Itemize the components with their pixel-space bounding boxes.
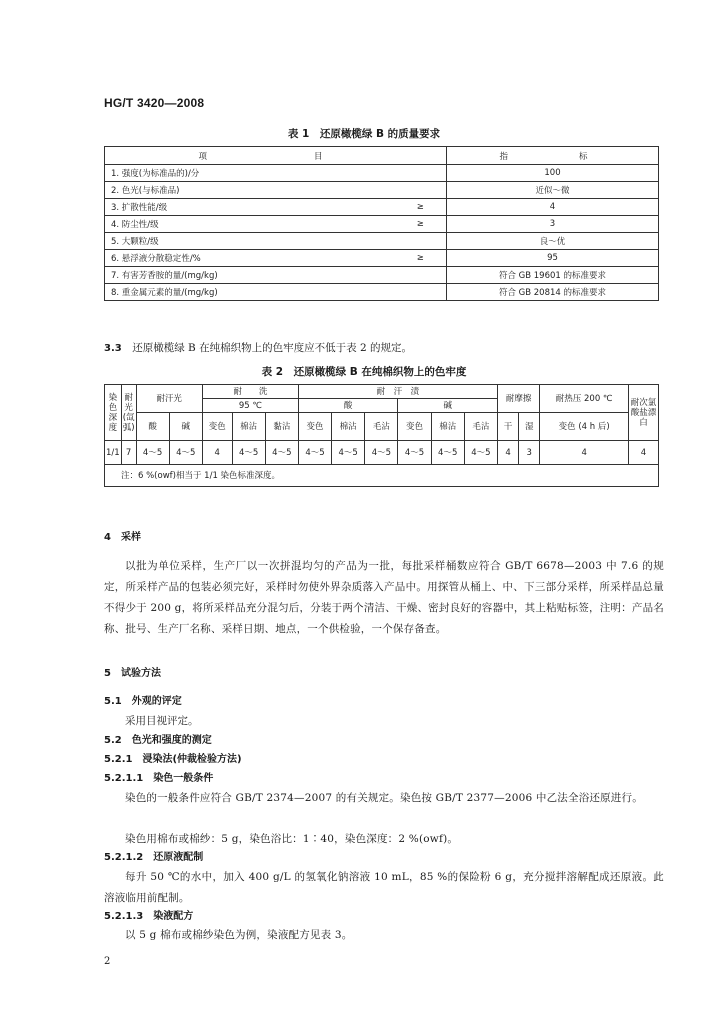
section-4-title: 采样 — [120, 532, 141, 543]
t2-header-light: 耐光(氙弧) — [121, 385, 136, 441]
clause-5-1-number: 5.1 — [104, 696, 122, 707]
t2-header-wash-viscose: 黏沾 — [265, 413, 298, 441]
clause-5-2-1-1-body-1: 染色的一般条件应符合 GB/T 2374—2007 的有关规定。染色按 GB/T 2377—2006 中乙法全浴还原进行。 — [125, 792, 643, 804]
table-1-operator-cell — [395, 182, 447, 199]
table-2-value-cell: 4 — [629, 441, 659, 465]
table-2-value-cell: 4～5 — [169, 441, 202, 465]
t2-header-hot-press-sub: 变色 (4 h 后) — [540, 413, 629, 441]
clause-5-2-1-2-body: 每升 50 ℃的水中，加入 400 g/L 的氢氧化钠溶液 10 mL，85 %的保险粉 6 g，充分搅拌溶解配成还原液。此溶液临用前配制。 — [104, 871, 664, 904]
t2-header-wash-cotton: 棉沾 — [232, 413, 265, 441]
clause-5-2-heading — [104, 731, 212, 751]
table-1-operator-cell: ≥ — [395, 199, 447, 216]
t2-header-wash-change: 变色 — [202, 413, 232, 441]
t2-header-persp-acid: 酸 — [136, 413, 169, 441]
clause-5-2-1-3-body: 以 5 g 棉布或棉纱染色为例，染液配方见表 3。 — [125, 929, 353, 941]
table-2-value-cell: 4～5 — [232, 441, 265, 465]
table-2-value-cell: 4 — [540, 441, 629, 465]
t2-header-alkali-change: 变色 — [398, 413, 431, 441]
t2-header-acid-change: 变色 — [298, 413, 331, 441]
clause-5-2-1-2-title: 还原液配制 — [153, 852, 204, 863]
table-1-item-cell: 4. 防尘性/级 — [105, 216, 395, 233]
table-2-value-cell: 1/1 — [105, 441, 122, 465]
clause-3-3-text: 还原橄榄绿 B 在纯棉织物上的色牢度应不低于表 2 的规定。 — [132, 342, 412, 354]
table-1-spec-cell: 良～优 — [447, 233, 659, 250]
t2-header-soaping-acid: 酸 — [298, 399, 398, 413]
clause-5-2-1-title: 浸染法(仲裁检验方法) — [142, 754, 242, 765]
table-row — [105, 199, 659, 216]
table-row — [105, 165, 659, 182]
clause-5-2-1-1-body-2: 染色用棉布或棉纱：5 g，染色浴比：1∶40，染色深度：2 %(owf)。 — [125, 833, 459, 845]
table-1-spec-cell: 近似～微 — [447, 182, 659, 199]
table-row — [105, 182, 659, 199]
table-1-item-cell: 3. 扩散性能/级 — [105, 199, 395, 216]
table-1-item-cell: 1. 强度(为标准品的)/分 — [105, 165, 395, 182]
clause-3-3-number: 3.3 — [104, 343, 122, 354]
t2-header-alkali-cotton: 棉沾 — [431, 413, 464, 441]
clause-5-2-1-2-number: 5.2.1.2 — [104, 852, 144, 863]
table-1-operator-cell — [395, 284, 447, 301]
section-4-heading — [104, 528, 141, 548]
t2-header-hot-press: 耐热压 200 ℃ — [540, 385, 629, 413]
table-row — [105, 267, 659, 284]
t2-header-acid-cotton: 棉沾 — [332, 413, 365, 441]
table-1-quality-requirements — [104, 146, 659, 301]
clause-5-2-number: 5.2 — [104, 735, 122, 746]
t2-header-washing: 耐 洗 — [202, 385, 298, 399]
clause-3-3 — [104, 338, 412, 359]
section-4-number: 4 — [104, 532, 111, 543]
section-5-heading — [104, 664, 161, 684]
clause-5-2-1-3-heading — [104, 907, 193, 927]
clause-5-2-1-1-number: 5.2.1.1 — [104, 773, 144, 784]
page-number: 2 — [104, 956, 111, 967]
t2-header-washing-temp: 95 ℃ — [202, 399, 298, 413]
t2-header-soaping-alkali: 碱 — [398, 399, 498, 413]
table-2-value-cell: 4 — [497, 441, 518, 465]
t2-header-soaping: 耐 汗 渍 — [298, 385, 497, 399]
table-1-spec-cell: 100 — [447, 165, 659, 182]
table-1-item-cell: 5. 大颗粒/级 — [105, 233, 395, 250]
table-2-value-cell: 4 — [202, 441, 232, 465]
table-2-value-cell: 4～5 — [298, 441, 331, 465]
clause-5-2-1-3-number: 5.2.1.3 — [104, 911, 144, 922]
table-2-value-cell: 4～5 — [431, 441, 464, 465]
t2-header-dry: 干 — [497, 413, 518, 441]
table-2-note: 注：6 %(owf)相当于 1/1 染色标准深度。 — [105, 465, 659, 487]
clause-5-2-1-3-title: 染液配方 — [153, 911, 194, 922]
table-1-header-spec: 指 标 — [447, 147, 659, 165]
t2-header-acid-wool: 毛沾 — [365, 413, 398, 441]
table-1-operator-cell: ≥ — [395, 250, 447, 267]
table-2-value-cell: 3 — [519, 441, 540, 465]
table-1-item-cell: 2. 色光(与标准品) — [105, 182, 395, 199]
table-1-spec-cell: 4 — [447, 199, 659, 216]
t2-header-persp-alkali: 碱 — [169, 413, 202, 441]
table-2-value-cell: 4～5 — [265, 441, 298, 465]
table-2-value-cell: 4～5 — [332, 441, 365, 465]
table-row — [105, 250, 659, 267]
clause-5-2-1-number: 5.2.1 — [104, 754, 133, 765]
clause-5-1-heading — [104, 692, 182, 712]
table-1-operator-cell: ≥ — [395, 216, 447, 233]
t2-header-alkali-wool: 毛沾 — [464, 413, 497, 441]
table-2-value-cell: 7 — [121, 441, 136, 465]
table-row — [105, 441, 659, 465]
clause-5-1-body: 采用目视评定。 — [125, 715, 199, 727]
clause-5-2-1-2-heading — [104, 848, 203, 868]
table-1-caption: 表 1 还原橄榄绿 B 的质量要求 — [287, 128, 441, 140]
table-1-spec-cell: 符合 GB 19601 的标准要求 — [447, 267, 659, 284]
t2-header-chlorine: 耐次氯酸盐漂白 — [629, 385, 659, 441]
table-row — [105, 216, 659, 233]
table-2-value-cell: 4～5 — [365, 441, 398, 465]
table-1-operator-cell — [395, 233, 447, 250]
section-5-number: 5 — [104, 668, 111, 679]
table-row — [105, 233, 659, 250]
table-1-spec-cell: 符合 GB 20814 的标准要求 — [447, 284, 659, 301]
t2-header-perspiration: 耐汗光 — [136, 385, 202, 413]
table-2-caption: 表 2 还原橄榄绿 B 在纯棉织物上的色牢度 — [261, 366, 467, 378]
table-2-color-fastness — [104, 384, 659, 487]
standard-number-header: HG/T 3420—2008 — [104, 96, 205, 110]
t2-header-wet: 湿 — [519, 413, 540, 441]
table-1-operator-cell — [395, 165, 447, 182]
clause-5-1-title: 外观的评定 — [131, 696, 182, 707]
table-2-value-cell: 4～5 — [464, 441, 497, 465]
table-1-spec-cell: 3 — [447, 216, 659, 233]
table-1-operator-cell — [395, 267, 447, 284]
t2-header-rubbing: 耐摩擦 — [497, 385, 539, 413]
table-2-value-cell: 4～5 — [398, 441, 431, 465]
section-5-title: 试验方法 — [120, 668, 161, 679]
table-1-item-cell: 6. 悬浮液分散稳定性/% — [105, 250, 395, 267]
table-2-value-cell: 4～5 — [136, 441, 169, 465]
t2-header-depth: 染色深度 — [105, 385, 122, 441]
table-1-header-item: 项 目 — [105, 147, 447, 165]
clause-5-2-1-1-heading — [104, 769, 213, 789]
clause-5-2-1-heading — [104, 750, 242, 770]
table-1-spec-cell: 95 — [447, 250, 659, 267]
table-1-item-cell: 8. 重金属元素的量/(mg/kg) — [105, 284, 395, 301]
table-1-item-cell: 7. 有害芳香胺的量/(mg/kg) — [105, 267, 395, 284]
section-4-body: 以批为单位采样，生产厂以一次拼混均匀的产品为一批，每批采样桶数应符合 GB/T 6678—2003 中 7.6 的规定，所采样产品的包装必须完好，采样时勿使外界杂质落入产品中。用探管从桶上、中、下三部分采样，所采样品总量不得少于 200 g，将所采样品充分混匀后，分装于两个清洁、干燥、密封良好的容器中，其上粘贴标签，注明：产品名称、批号、生产厂名称、采样日期、地点，一个供检验，一个保存备查。 — [104, 560, 664, 635]
clause-5-2-title: 色光和强度的测定 — [131, 735, 212, 746]
clause-5-2-1-1-title: 染色一般条件 — [153, 773, 214, 784]
table-row — [105, 284, 659, 301]
